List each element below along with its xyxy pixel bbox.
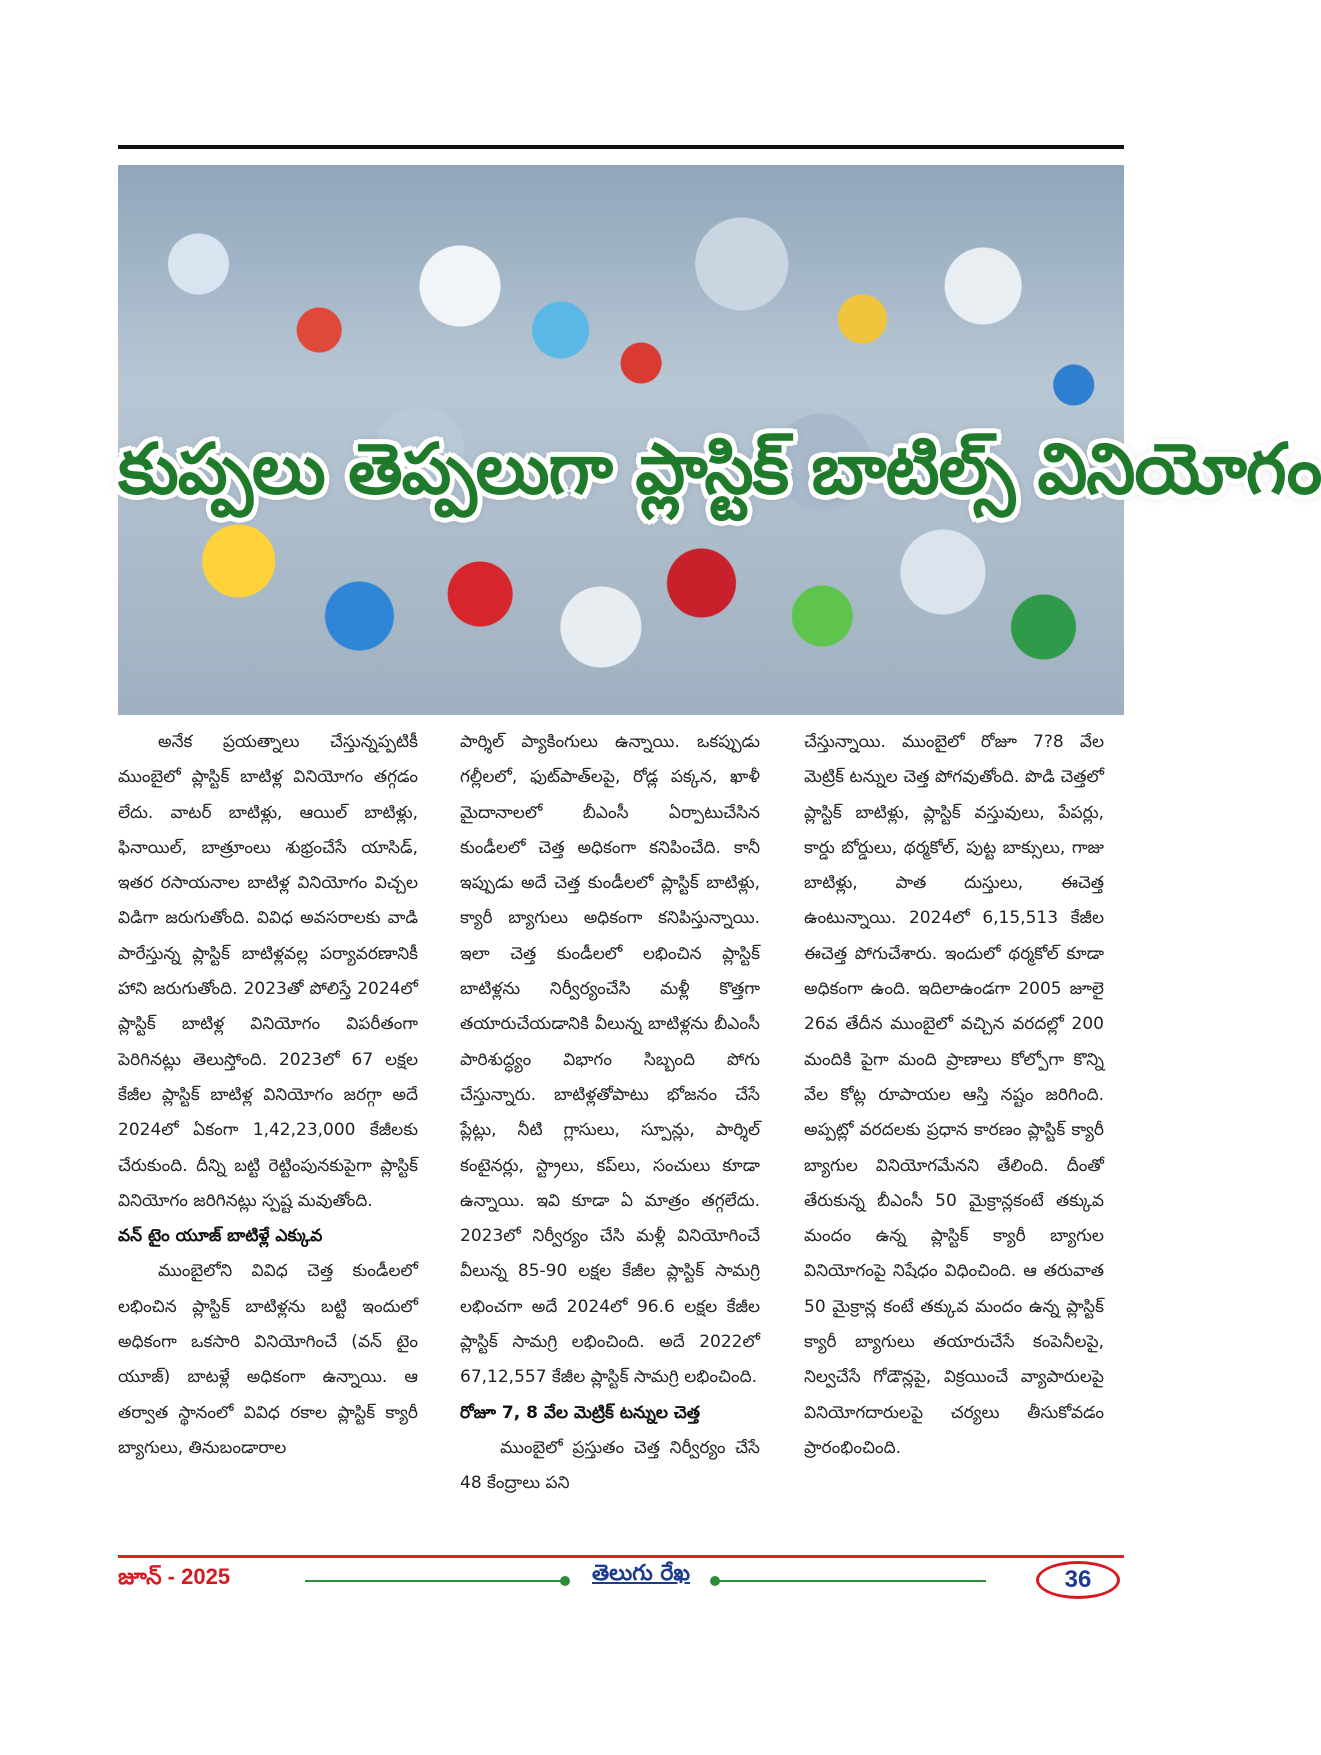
article-column-2 [460, 725, 760, 1502]
headline: కుప్పలు తెప్పలుగా ప్లాస్టిక్ బాటిల్స్ వినియోగం [118, 428, 1321, 510]
subheading: వన్ టైం యూజ్ బాటిళ్లే ఎక్కువ [118, 1226, 323, 1247]
page-number: 36 [1036, 1561, 1120, 1599]
top-rule [118, 145, 1124, 149]
subheading: రోజూ 7, 8 వేల మెట్రిక్ టన్నుల చెత్త [460, 1402, 701, 1423]
paragraph: ముంబైలో ప్రస్తుతం చెత్త నిర్వీర్యం చేసే 48 కేంద్రాలు పని [460, 1437, 760, 1494]
footer-divider-left [305, 1580, 563, 1582]
footer-dot-icon [560, 1576, 570, 1586]
footer-divider-right [716, 1580, 986, 1582]
article-column-3 [804, 725, 1104, 1466]
hero-photo-plastic-bottles [118, 165, 1321, 715]
article-column-1 [118, 725, 418, 1466]
paragraph: పార్శిల్ ప్యాకింగులు ఉన్నాయి. ఒకప్పుడు గల్లీలలో, ఫుట్‌పాత్‌లపై, రోడ్ల పక్కన, ఖాళీ మైదానాలలో బీఎంసీ ఏర్పాటుచేసిన కుండీలలో చెత్త అధికంగా కనిపించేది. కానీ ఇప్పుడు అదే చెత్త కుండీలలో ప్లాస్టిక్ బాటిళ్లు, క్యారీ బ్యాగులు అధికంగా కనిపిస్తున్నాయి. ఇలా చెత్త కుండీలలో లభించిన ప్లాస్టిక్ బాటిళ్లను నిర్వీర్యంచేసి మళ్లీ కొత్తగా తయారుచేయడానికి వీలున్న బాటిళ్లను బీఎంసీ పారిశుద్ధ్యం విభాగం సిబ్బంది పోగు చేస్తున్నారు. బాటిళ్లతోపాటు భోజనం చేసే ప్లేట్లు, నీటి గ్లాసులు, స్పూన్లు, పార్శిల్ కంటైనర్లు, స్ట్రాలు, కప్‌లు, సంచులు కూడా ఉన్నాయి. ఇవి కూడా ఏ మాత్రం తగ్గలేదు. 2023లో నిర్వీర్యం చేసి మళ్లీ వినియోగించే వీలున్న 85-90 లక్షల కేజీల ప్లాస్టిక్ సామగ్రి లభించగా అదే 2024లో 96.6 లక్షల కేజీల ప్లాస్టిక్ సామగ్రి లభించింది. అదే 2022లో 67,12,557 కేజీల ప్లాస్టిక్ సామగ్రి లభించింది. [460, 732, 760, 1388]
issue-date: జూన్ - 2025 [118, 1564, 231, 1589]
paragraph: చేస్తున్నాయి. ముంబైలో రోజూ 7?8 వేల మెట్రిక్ టన్నుల చెత్త పోగవుతోంది. పొడి చెత్తలో ప్లాస్టిక్ బాటిళ్లు, ప్లాస్టిక్ వస్తువులు, పేపర్లు, కార్డు బోర్డులు, థర్మకోల్, పుట్ట బాక్సులు, గాజు బాటిళ్లు, పాత దుస్తులు, ఈచెత్త ఉంటున్నాయి. 2024లో 6,15,513 కేజీల ఈచెత్త పోగుచేశారు. ఇందులో థర్మకోల్ కూడా అధికంగా ఉంది. ఇదిలాఉండగా 2005 జూలై 26వ తేదీన ముంబైలో వచ్చిన వరదల్లో 200 మందికి పైగా మంది ప్రాణాలు కోల్పోగా కొన్ని వేల కోట్ల రూపాయల ఆస్తి నష్టం జరిగింది. అప్పట్లో వరదలకు ప్రధాన కారణం ప్లాస్టిక్ క్యారీ బ్యాగుల వినియోగమేనని తేలింది. దీంతో తేరుకున్న బీఎంసీ 50 మైక్రాన్లకంటే తక్కువ మందం ఉన్న ప్లాస్టిక్ క్యారీ బ్యాగుల వినియోగంపై నిషేధం విధించింది. ఆ తరువాత 50 మైక్రాన్ల కంటే తక్కువ మందం ఉన్న ప్లాస్టిక్ క్యారీ బ్యాగులు తయారుచేసే కంపెనీలపై, నిల్వచేసే గోడౌన్లపై, విక్రయించే వ్యాపారులపై వినియోగదారులపై చర్యలు తీసుకోవడం ప్రారంభించింది. [804, 732, 1104, 1458]
paragraph: అనేక ప్రయత్నాలు చేస్తున్నప్పటికీ ముంబైలో ప్లాస్టిక్ బాటిళ్ల వినియోగం తగ్గడం లేదు. వాటర్ బాటిళ్లు, ఆయిల్ బాటిళ్లు, ఫినాయిల్, బాత్రూంలు శుభ్రంచేసే యాసిడ్, ఇతర రసాయనాల బాటిళ్ల వినియోగం విచ్చల విడిగా జరుగుతోంది. వివిధ అవసరాలకు వాడి పారేస్తున్న ప్లాస్టిక్ బాటిళ్లవల్ల పర్యావరణానికీ హాని జరుగుతోంది. 2023తో పోలిస్తే 2024లో ప్లాస్టిక్ బాటిళ్ల వినియోగం విపరీతంగా పెరిగినట్లు తెలుస్తోంది. 2023లో 67 లక్షల కేజీల ప్లాస్టిక్ బాటిళ్ల వినియోగం జరగ్గా అదే 2024లో ఏకంగా 1,42,23,000 కేజీలకు చేరుకుంది. దీన్ని బట్టి రెట్టింపునకుపైగా ప్లాస్టిక్ వినియోగం జరిగినట్లు స్పష్ట మవుతోంది. [118, 732, 418, 1211]
footer-rule [118, 1555, 1124, 1558]
paragraph: ముంబైలోని వివిధ చెత్త కుండీలలో లభించిన ప్లాస్టిక్ బాటిళ్లను బట్టి ఇందులో అధికంగా ఒకసారి వినియోగించే (వన్ టైం యూజ్) బాటళ్లే అధికంగా ఉన్నాయి. ఆ తర్వాత స్థానంలో వివిధ రకాల ప్లాస్టిక్ క్యారీ బ్యాగులు, తినుబండారాల [118, 1261, 418, 1458]
magazine-title: తెలుగు రేఖ [591, 1561, 691, 1586]
